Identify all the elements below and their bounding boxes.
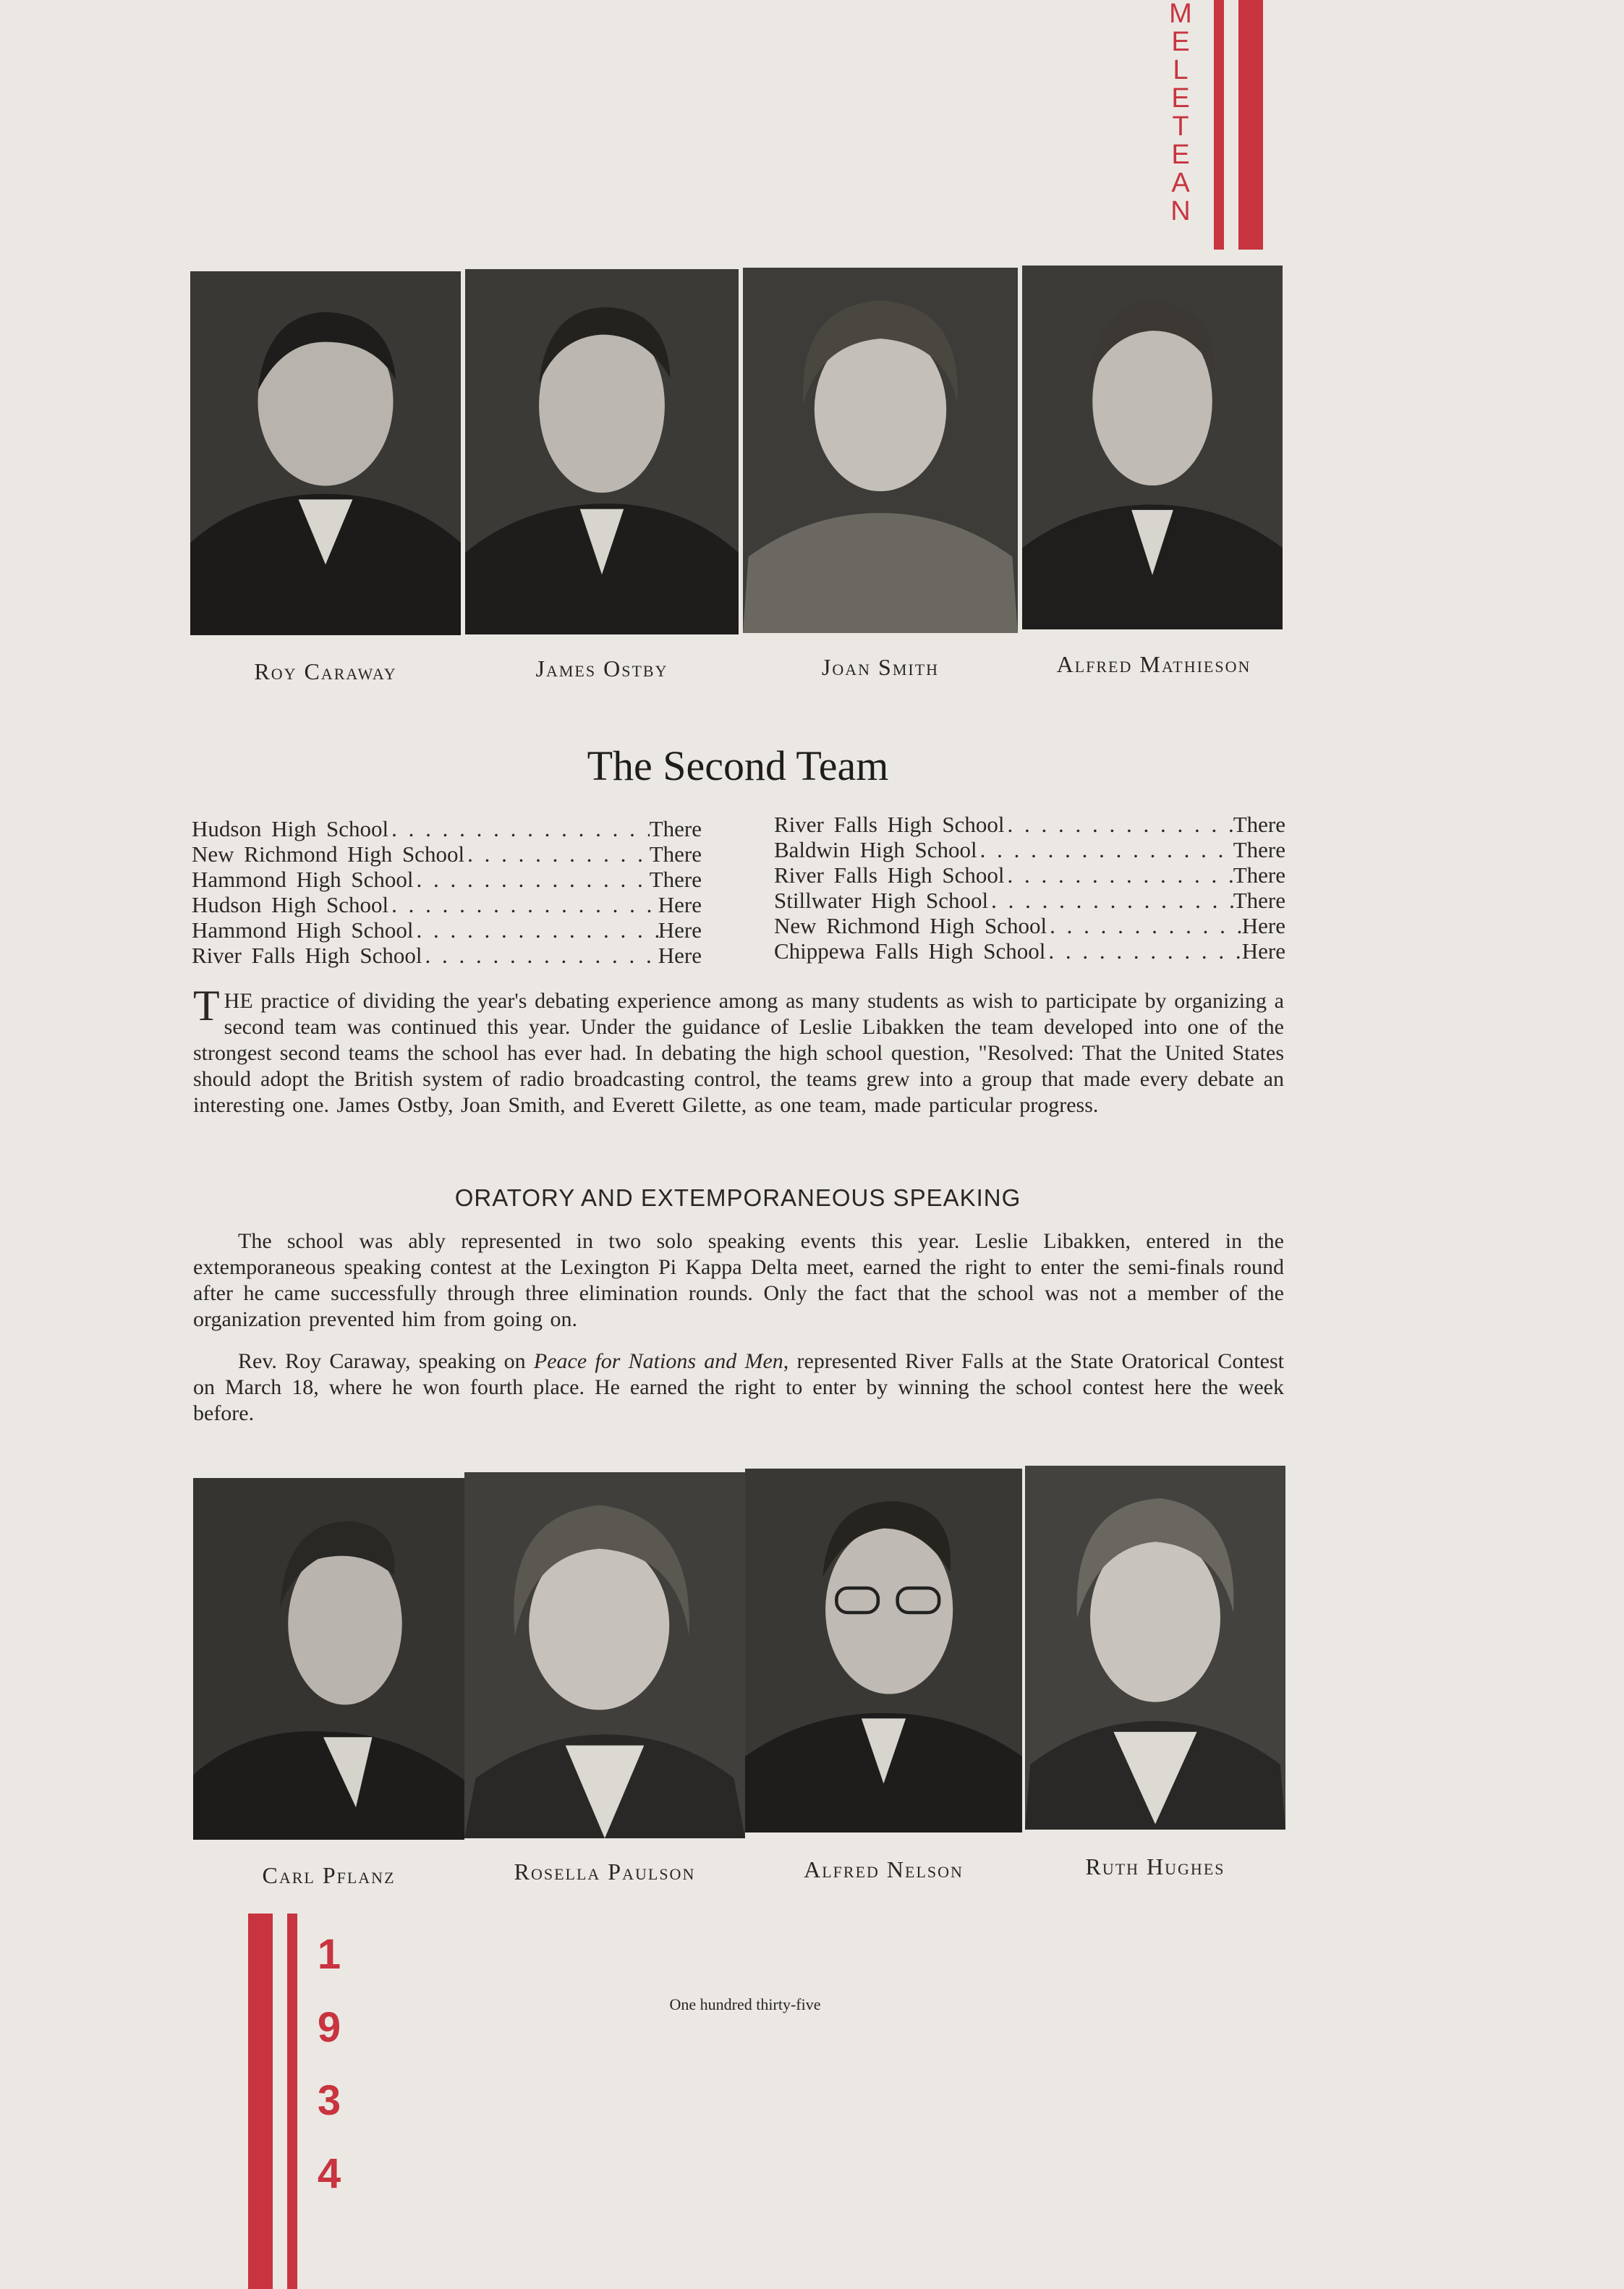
header-letter: M — [1169, 0, 1192, 29]
portrait-photo-icon — [1022, 266, 1283, 629]
schedule-row — [192, 867, 702, 892]
header-letter: L — [1173, 55, 1189, 85]
footer-stripe-thin — [287, 1914, 297, 2289]
header-letter: T — [1172, 111, 1189, 142]
portrait-photo — [1025, 1466, 1285, 1830]
school-name: New Richmond High School — [192, 841, 465, 867]
schedule-right — [774, 812, 1285, 964]
oratory-text: Rev. Roy Caraway, speaking on — [238, 1349, 534, 1373]
portrait-photo-icon — [1025, 1466, 1285, 1830]
school-name: Hudson High School — [192, 892, 389, 917]
year-vertical — [311, 1930, 347, 2222]
schedule-row — [774, 913, 1285, 938]
page-number: One hundred thirty-five — [669, 1995, 821, 2013]
leader-dots — [388, 816, 650, 841]
venue: There — [1233, 812, 1285, 837]
portrait-caption: Joan Smith — [821, 654, 940, 680]
portrait-photo — [1022, 266, 1283, 629]
year-digit: 1 — [317, 1931, 341, 1978]
venue: Here — [1241, 913, 1285, 938]
oratory-paragraph-1: The school was ably represented in two solo speaking events this year. Leslie Libakken, entered in the extemporaneous speaking contest at the Lexington Pi Kappa Delta meet, earned the right to enter the semi-finals round after he came successfully through three elimination rounds. Only the fact that the school was not a member of the organization prevented him from going on. — [193, 1229, 1284, 1331]
schedule-left — [192, 816, 702, 968]
venue: There — [649, 816, 702, 841]
section-title: The Second Team — [587, 742, 889, 789]
venue: There — [649, 867, 702, 892]
leader-dots — [977, 837, 1233, 862]
leader-dots — [1045, 938, 1241, 964]
school-name: Hudson High School — [192, 816, 389, 841]
portrait-caption: Rosella Paulson — [514, 1859, 696, 1885]
oratory-heading: ORATORY AND EXTEMPORANEOUS SPEAKING — [454, 1184, 1021, 1211]
schedule-row — [192, 892, 702, 917]
venue: Here — [1241, 938, 1285, 964]
year-digit: 4 — [317, 2150, 341, 2197]
yearbook-name-vertical — [1162, 0, 1199, 226]
portrait-photo-icon — [465, 269, 739, 634]
school-name: River Falls High School — [774, 862, 1005, 888]
venue: Here — [658, 917, 702, 943]
leader-dots — [422, 943, 658, 968]
schedule-row — [192, 917, 702, 943]
leader-dots — [1047, 913, 1242, 938]
portrait-photo — [193, 1478, 464, 1840]
leader-dots — [388, 892, 658, 917]
leader-dots — [414, 917, 658, 943]
schedule-row — [192, 841, 702, 867]
speech-title: Peace for Nations and Men — [533, 1349, 783, 1373]
school-name: Baldwin High School — [774, 837, 977, 862]
year-digit: 3 — [317, 2077, 341, 2124]
intro-text: HE practice of dividing the year's debating experience among as many students as wish to participate by organizing a second team was continued this year. Under the guidance of Leslie Libakken the team developed into one of the strongest second teams the school has ever had. In debating the high school question, "Resolved: That the United States should adopt the British system of radio broadcasting control, the teams grew into a group that made every debate an interesting one. James Ostby, Joan Smith, and Everett Gilette, as one team, made particular progress. — [193, 989, 1284, 1117]
leader-dots — [1005, 812, 1233, 837]
school-name: River Falls High School — [192, 943, 422, 968]
portrait-photo — [464, 1472, 745, 1838]
venue: Here — [658, 943, 702, 968]
schedule-row — [774, 862, 1285, 888]
portrait-caption: Alfred Mathieson — [1056, 651, 1251, 677]
header-letter: E — [1171, 27, 1190, 57]
portrait-caption: Roy Caraway — [254, 658, 397, 684]
portrait-caption: James Ostby — [535, 655, 668, 681]
leader-dots — [464, 841, 650, 867]
school-name: River Falls High School — [774, 812, 1005, 837]
schedule-row — [774, 888, 1285, 913]
portrait-photo-icon — [190, 271, 461, 635]
drop-cap: T — [193, 982, 220, 1029]
portrait-photo-icon — [745, 1469, 1022, 1833]
portrait-photo-icon — [743, 268, 1018, 633]
header-stripe-wide — [1238, 0, 1263, 250]
portrait-caption: Ruth Hughes — [1085, 1853, 1225, 1880]
portrait-photo — [190, 271, 461, 635]
school-name: New Richmond High School — [774, 913, 1047, 938]
header-letter: E — [1171, 140, 1190, 170]
portrait-photo-icon — [464, 1472, 745, 1838]
year-digit: 9 — [317, 2004, 341, 2051]
schedule-row — [192, 943, 702, 968]
header-letter: N — [1170, 196, 1191, 226]
venue: There — [1233, 888, 1285, 913]
leader-dots — [1005, 862, 1233, 888]
leader-dots — [988, 888, 1233, 913]
oratory-paragraph-2 — [193, 1349, 1284, 1427]
header-stripe-thin — [1214, 0, 1224, 250]
schedule-row — [774, 837, 1285, 862]
school-name: Hammond High School — [192, 917, 414, 943]
portrait-caption: Carl Pflanz — [262, 1862, 396, 1888]
venue: There — [1233, 862, 1285, 888]
footer-stripe-wide — [248, 1914, 273, 2289]
portrait-photo — [743, 268, 1018, 633]
header-letter: E — [1171, 83, 1190, 114]
school-name: Stillwater High School — [774, 888, 989, 913]
venue: There — [1233, 837, 1285, 862]
portrait-caption: Alfred Nelson — [804, 1856, 964, 1882]
portrait-photo — [745, 1469, 1022, 1833]
portrait-photo-icon — [193, 1478, 464, 1840]
venue: Here — [658, 892, 702, 917]
oratory-text: , represented River Falls at the State Oratorical Contest on March 18, where he won fourth place. He earned the right to enter by winning the school contest here the week before. — [193, 1349, 1284, 1425]
schedule-row — [774, 938, 1285, 964]
school-name: Chippewa Falls High School — [774, 938, 1046, 964]
intro-paragraph — [193, 982, 1284, 1118]
school-name: Hammond High School — [192, 867, 414, 892]
venue: There — [649, 841, 702, 867]
portrait-photo — [465, 269, 739, 634]
header-letter: A — [1171, 168, 1190, 198]
schedule-row — [192, 816, 702, 841]
schedule-row — [774, 812, 1285, 837]
leader-dots — [414, 867, 650, 892]
